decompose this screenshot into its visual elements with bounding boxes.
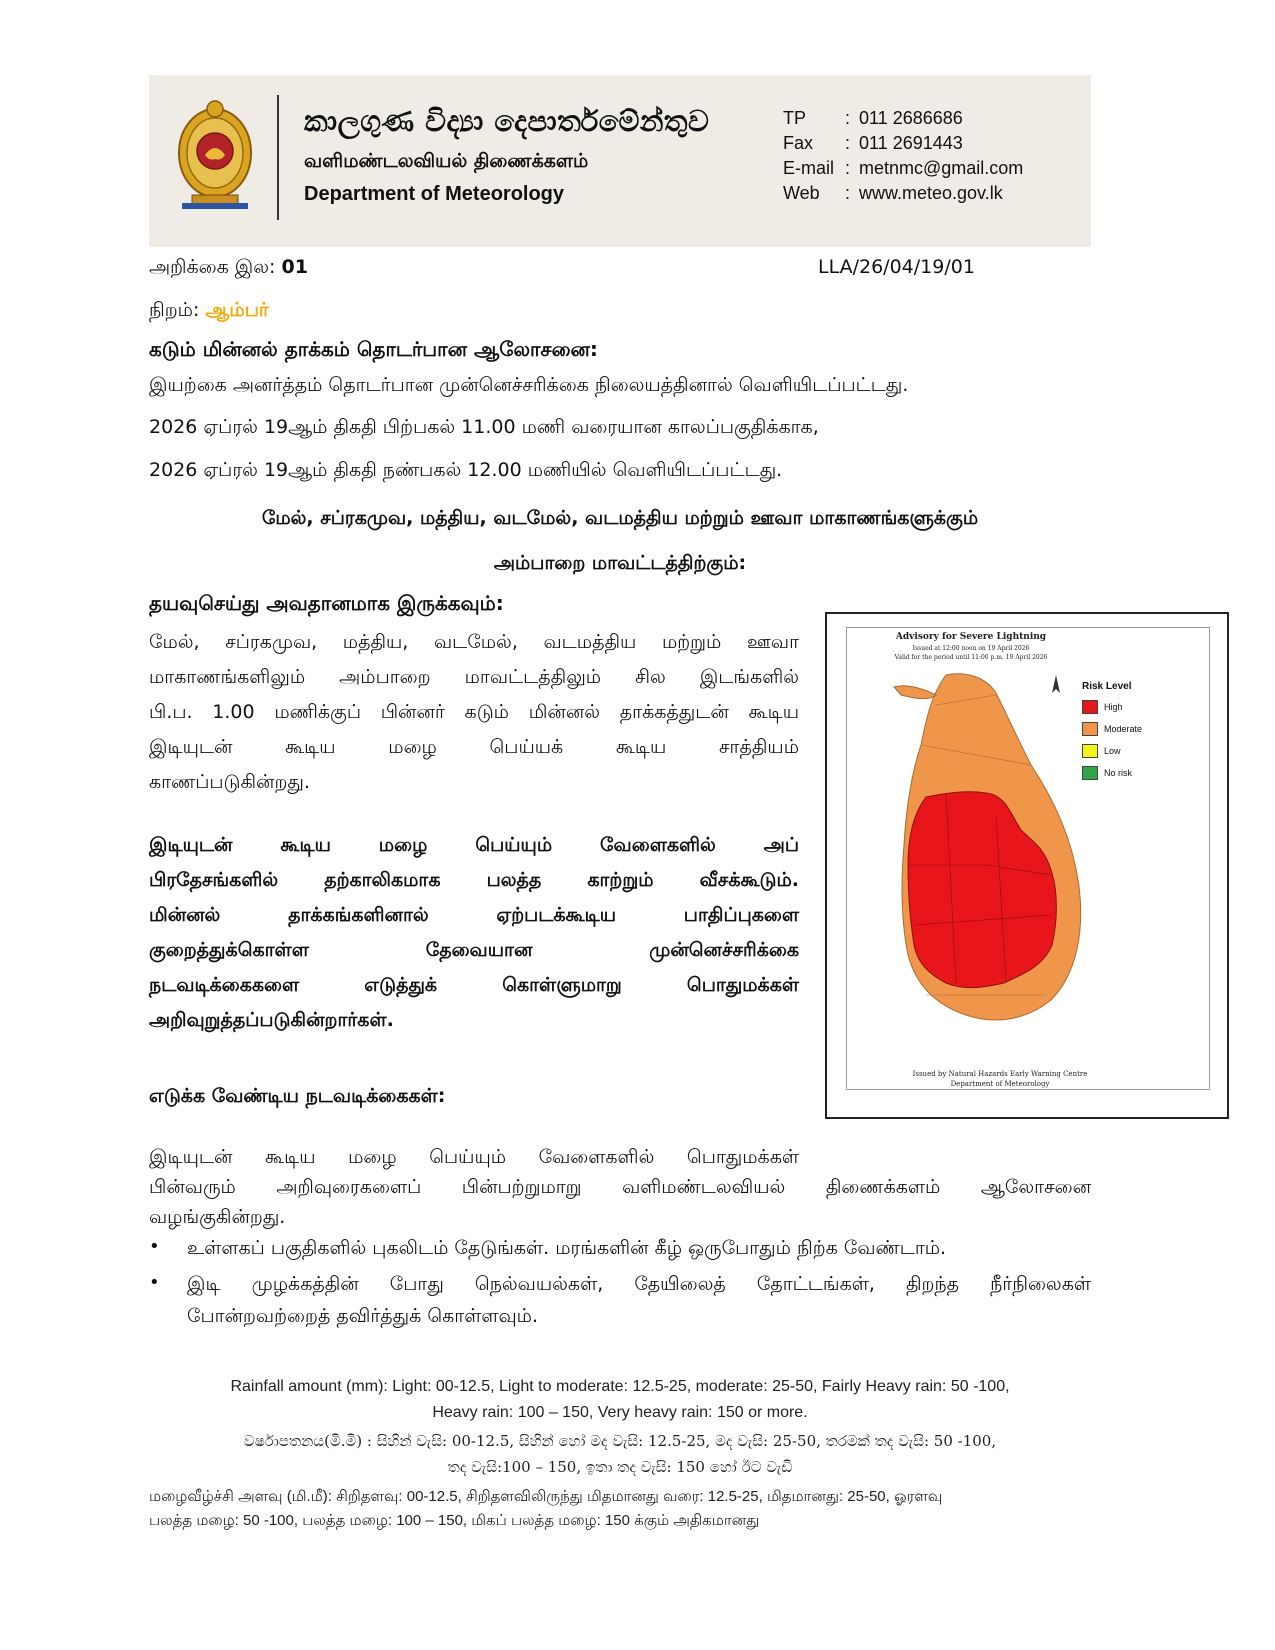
advisory-paragraph-1 [149,630,799,794]
legend-label: Moderate [1104,724,1143,734]
legend [1082,700,1142,780]
bullet-text: போன்றவற்றைத் தவிர்த்துக் கொள்ளவும். [187,1305,538,1327]
contact-label: Fax [783,133,814,153]
paragraph-line: பிரதேசங்களில் தற்காலிகமாக பலத்த காற்றும் வீசக்கூடும். [149,869,799,891]
valid-period: 2026 ஏப்ரல் 19ஆம் திகதி பிற்பகல் 11.00 மணி வரையான காலப்பகுதிக்காக, [149,416,819,438]
list-item [149,1272,1091,1304]
legend-item-low [1082,744,1142,758]
rainfall-tamil-line-1: மழைவீழ்ச்சி அளவு (மி.மீ): சிறிதளவு: 00-12.5, சிறிதளவிலிருந்து மிதமானது வரை: 12.5-25, மிதமானது: 25-50, ஓரளவு [149,1488,943,1505]
report-number-label: அறிக்கை இல: [149,256,276,278]
report-reference: LLA/26/04/19/01 [818,256,975,278]
paragraph-line: மின்னல் தாக்கங்களினால் ஏற்படக்கூடிய பாதிப்புகளை [149,904,799,926]
legend-item-moderate [1082,722,1142,736]
paragraph-line: காணப்படுகின்றது. [149,771,310,793]
legend-label: No risk [1104,768,1133,778]
paragraph-line: இடியுடன் கூடிய மழை பெய்யும் வேளைகளில் பொதுமக்கள் [149,1146,799,1168]
legend-swatch [1082,700,1098,714]
contact-value: 011 2691443 [859,133,963,153]
map-footer-issuer: Issued by Natural Hazards Early Warning Centre [912,1070,1088,1078]
contact-label: Web [783,183,820,203]
legend-label: Low [1104,746,1121,756]
rainfall-english-line-1: Rainfall amount (mm): Light: 00-12.5, Light to moderate: 12.5-25, moderate: 25-50, Fairly Heavy rain: 50 -100, [230,1378,1010,1395]
header-divider [277,95,279,220]
paragraph-line: மாகாணங்களிலும் அம்பாறை மாவட்டத்திலும் சில இடங்களில் [149,666,799,688]
regions-line-2: அம்பாறை மாவட்டத்திற்கும்: [493,552,747,574]
report-number [149,255,308,279]
contact-tp: TP : 011 2686686 [783,108,963,128]
contact-value[interactable]: metnmc@gmail.com [859,158,1024,178]
map-valid: Valid for the period until 11:00 p.m. 19 April 2026 [894,654,1048,661]
legend-item-high [1082,700,1142,714]
legend-item-no-risk [1082,766,1142,780]
bullet-text: இடி முழக்கத்தின் போது நெல்வயல்கள், தேயிலைத் தோட்டங்கள், திறந்த நீர்நிலைகள் [187,1273,1091,1295]
paragraph-line: நடவடிக்கைகளை எடுத்துக் கொள்ளுமாறு பொதுமக்கள் [149,974,799,996]
rainfall-sinhala-line-1: වර්ෂාපතනය(මි.මී) : සිහින් වැසි: 00-12.5, සිහින් හෝ මද වැසි: 12.5-25, මද වැසි: 25-50, තරමක් තද වැසි: 50 -100, [243,1432,997,1450]
actions-heading: எடுக்க வேண்டிய நடவடிக்கைகள்: [149,1085,446,1107]
sri-lanka-map-icon [846,665,1106,1065]
contact-email: E-mail : metnmc@gmail.com [783,158,1024,178]
alert-color [149,298,269,322]
legend-swatch [1082,744,1098,758]
contact-value[interactable]: www.meteo.gov.lk [859,183,1003,203]
map-title: Advisory for Severe Lightning [895,632,1047,642]
bullet-icon: • [149,1272,160,1293]
issued-time: 2026 ஏப்ரல் 19ஆம் திகதி நண்பகல் 12.00 மணியில் வெளியிடப்பட்டது. [149,459,783,481]
paragraph-line: இடியுடன் கூடிய மழை பெய்யக் கூடிய சாத்தியம் [149,736,799,758]
actions-paragraph [149,1145,1091,1229]
rainfall-tamil-line-2: பலத்த மழை: 50 -100, பலத்த மழை: 100 – 150, மிகப் பலத்த மழை: 150 க்கும் அதிகமானது [149,1512,760,1529]
paragraph-line: குறைத்துக்கொள்ள தேவையான முன்னெச்சரிக்கை [149,939,799,961]
paragraph-line: அறிவுறுத்தப்படுகின்றார்கள். [149,1009,394,1031]
legend-swatch [1082,722,1098,736]
attention-heading: தயவுசெய்து அவதானமாக இருக்கவும்: [149,591,504,615]
list-item-continuation [149,1304,1091,1334]
sri-lanka-emblem-icon [170,95,260,215]
paragraph-line: இடியுடன் கூடிய மழை பெய்யும் வேளைகளில் அப் [149,834,799,856]
advisory-paragraph-2 [149,833,799,1032]
north-arrow-icon [1050,675,1062,697]
alert-color-label: நிறம்: [149,299,200,321]
paragraph-line: மேல், சப்ரகமுவ, மத்திய, வடமேல், வடமத்திய மற்றும் ஊவா [149,631,799,653]
contact-label: E-mail [783,158,835,178]
paragraph-line: பி.ப. 1.00 மணிக்குப் பின்னர் கடும் மின்னல் தாக்கத்துடன் கூடிய [149,701,799,723]
legend-label: High [1104,702,1123,712]
bullet-icon: • [149,1236,160,1257]
contact-web: Web : www.meteo.gov.lk [783,183,1003,203]
org-name-english: Department of Meteorology [304,183,565,205]
rainfall-english-line-2: Heavy rain: 100 – 150, Very heavy rain: 150 or more. [432,1404,808,1421]
issued-by: இயற்கை அனர்த்தம் தொடர்பான முன்னெச்சரிக்கை நிலையத்தினால் வெளியிடப்பட்டது. [149,374,909,396]
legend-title: Risk Level [1082,681,1132,692]
actions-list [149,1236,1091,1334]
regions-line-1: மேல், சப்ரகமுவ, மத்திய, வடமேல், வடமத்திய மற்றும் ஊவா மாகாணங்களுக்கும் [261,507,979,529]
contact-label: TP [783,108,807,128]
map-issued: Issued at 12:00 noon on 19 April 2026 [912,645,1030,652]
advisory-title: கடும் மின்னல் தாக்கம் தொடர்பான ஆலோசனை: [149,337,598,361]
contact-fax: Fax : 011 2691443 [783,133,963,153]
paragraph-line: பின்வரும் அறிவுரைகளைப் பின்பற்றுமாறு வளிமண்டலவியல் திணைக்களம் ஆலோசனை [149,1176,1091,1198]
rainfall-sinhala-line-2: තද වැසි:100 – 150, ඉතා තද වැසි: 150 හෝ ඊට වැඩි [447,1458,793,1476]
paragraph-line: வழங்குகின்றது. [149,1206,286,1228]
report-number-value: 01 [281,256,308,278]
bullet-text: உள்ளகப் பகுதிகளில் புகலிடம் தேடுங்கள். மரங்களின் கீழ் ஒருபோதும் நிற்க வேண்டாம். [187,1237,947,1259]
map-footer-department: Department of Meteorology [950,1080,1050,1088]
alert-color-value: ஆம்பர் [205,299,269,321]
list-item [149,1236,1091,1272]
contact-value: 011 2686686 [859,108,963,128]
legend-swatch [1082,766,1098,780]
org-name-tamil: வளிமண்டலவியல் திணைக்களம் [304,150,589,172]
org-name-sinhala: කාලගුණ විද්‍යා දෙපාර්තමේන්තුව [304,104,710,138]
